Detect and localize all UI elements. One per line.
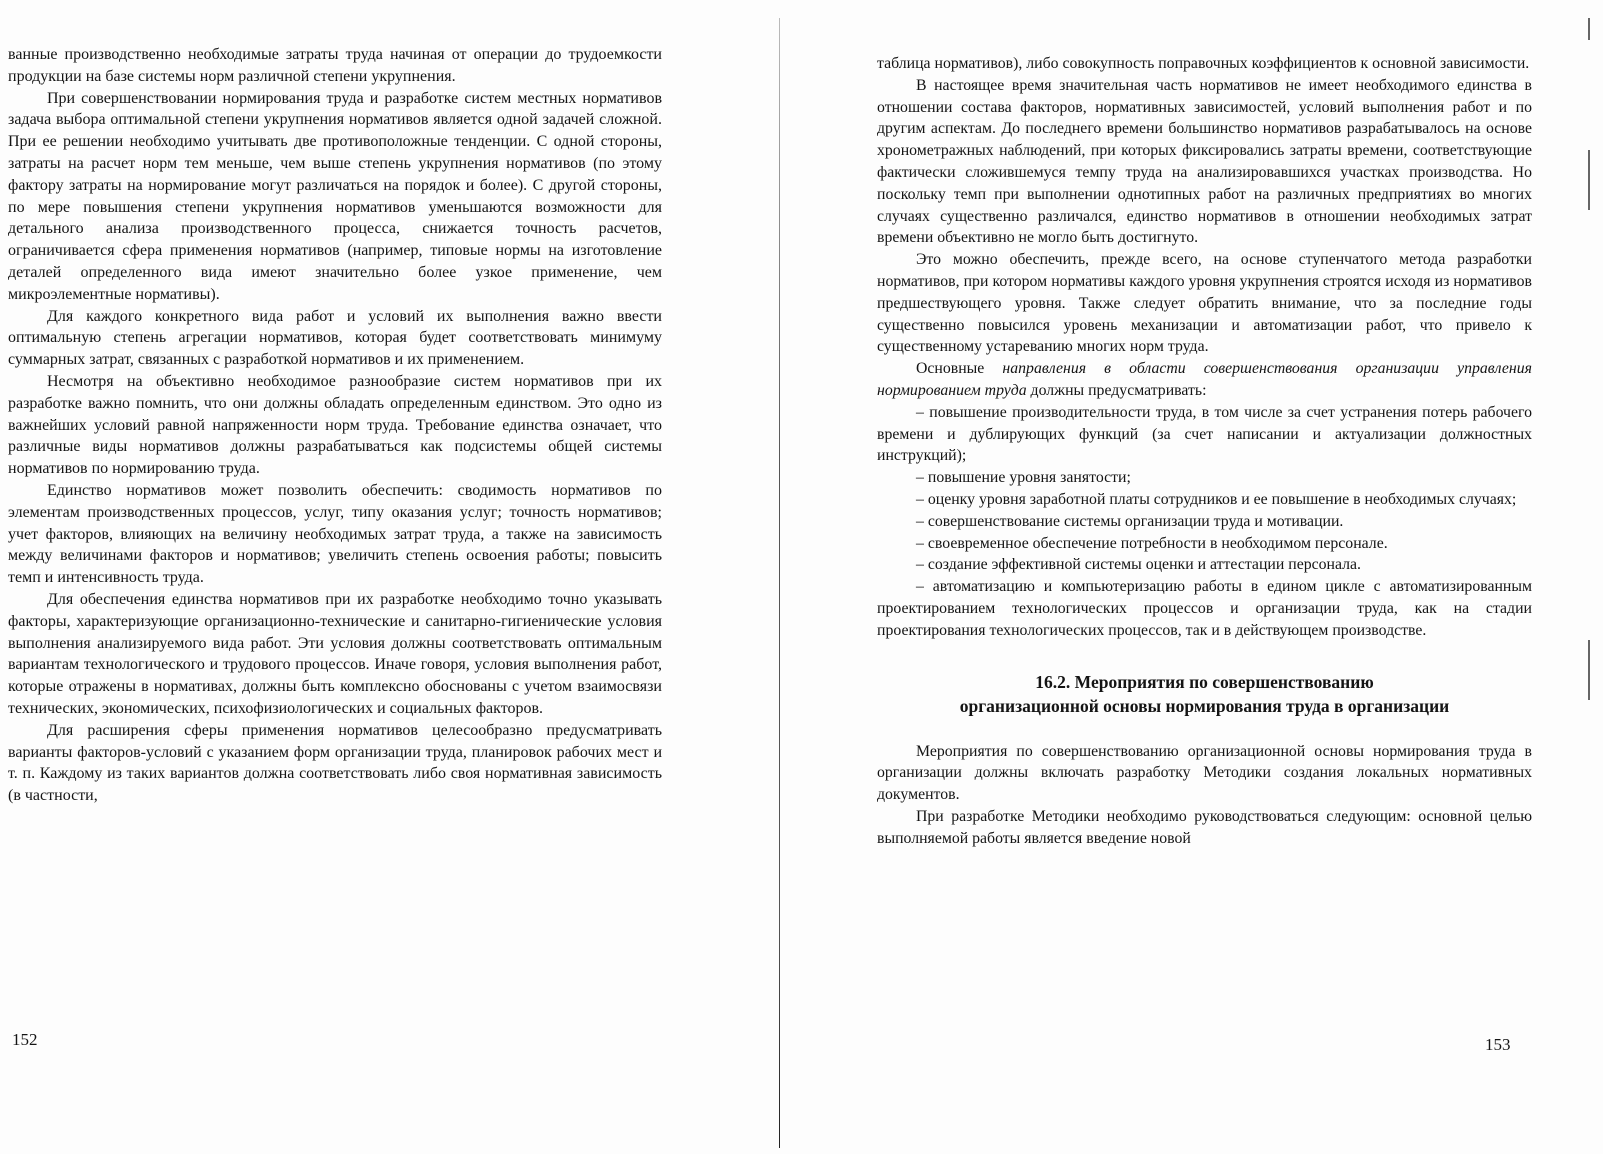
section-heading-line: организационной основы нормирования труда в организации (959, 695, 1450, 716)
list-item: – оценку уровня заработной платы сотрудников и ее повышение в необходимых случаях; (877, 489, 1532, 511)
right-text-column (877, 53, 1532, 850)
paragraph: таблица нормативов), либо совокупность поправочных коэффициентов к основной зависимости. (877, 55, 1530, 72)
scan-edge-mark (1588, 150, 1590, 210)
intro-prefix: Основные (916, 360, 1003, 378)
paragraph: При разработке Методики необходимо руководствоваться следующим: основной целью выполняемой работы является введение новой (877, 807, 1532, 847)
list-item: – своевременное обеспечение потребности в необходимом персонале. (877, 533, 1532, 555)
list-item: – автоматизацию и компьютеризацию работы в едином цикле с автоматизированным проектированием технологических процессов и организации труда, как на стадии проектирования технологических процессов, так и в действующем производстве. (877, 576, 1532, 641)
list-item: – повышение производительности труда, в том числе за счет устранения потерь рабочего времени и дублирующих функций (за счет написании и актуализации должностных инструкций); (877, 402, 1532, 467)
directions-list (877, 402, 1532, 642)
paragraph: В настоящее время значительная часть нормативов не имеет необходимого единства в отношении состава факторов, нормативных зависимостей, условий выполнения работ и по другим аспектам. До последнего времени большинство нормативов разрабатывалось на основе хронометражных наблюдений, при которых фиксировались затраты времени, соответствующие фактически сложившемуся темпу труда на анализировавшихся участках производства. Но поскольку темп при выполнении однотипных работ на различных предприятиях во многих случаях существенно различался, единство нормативов в отношении необходимых затрат времени объективно не могло быть достигнуто. (877, 76, 1532, 247)
list-item: – повышение уровня занятости; (877, 467, 1532, 489)
scan-edge-mark (1588, 18, 1590, 40)
left-text-column (8, 44, 662, 807)
paragraph: При совершенствовании нормирования труда и разработке систем местных нормативов задача выбора оптимальной степени укрупнения нормативов является одной задачей сложной. При ее решении необходимо учитывать две противоположные тенденции. С одной стороны, затраты на расчет норм тем меньше, чем выше степень укрупнения нормативов (по этому фактору затраты на нормирование могут различаться на порядок и более). С другой стороны, по мере повышения степени укрупнения нормативов уменьшаются возможности для детального анализа производственного процесса, снижается точность расчетов, ограничивается сфера применения нормативов (например, типовые нормы на изготовление деталей определенного вида имеют значительно более узкое применение, чем микроэлементные нормативы). (8, 89, 662, 303)
list-item: – создание эффективной системы оценки и аттестации персонала. (877, 554, 1532, 576)
paragraph: Несмотря на объективно необходимое разнообразие систем нормативов при их разработке важно помнить, что они должны обладать определенным единством. Это одно из важнейших условий равной напряженности норм труда. Требование единства означает, что различные виды нормативов должны разрабатываться как подсистемы общей системы нормативов по нормированию труда. (8, 372, 662, 478)
intro-suffix: должны предусматривать: (1026, 381, 1207, 399)
paragraph: Для каждого конкретного вида работ и условий их выполнения важно ввести оптимальную степень агрегации нормативов, которая будет соответствовать минимуму суммарных затрат, связанных с разработкой нормативов и их применением. (8, 307, 662, 369)
paragraph: Это можно обеспечить, прежде всего, на основе ступенчатого метода разработки нормативов, при котором нормативы каждого уровня укрупнения строятся исходя из нормативов предшествующего уровня. Также следует обратить внимание, что за последние годы существенно повысился уровень механизации и автоматизации работ, что привело к существенному устареванию многих норм труда. (877, 251, 1532, 356)
section-heading (877, 670, 1532, 718)
section-heading-line: 16.2. Мероприятия по совершенствованию (1035, 671, 1374, 692)
list-item: – совершенствование системы организации труда и мотивации. (877, 511, 1532, 533)
paragraph: Единство нормативов может позволить обеспечить: сводимость нормативов по элементам производственных процессов, услуг, типу оказания услуг; точность нормативов; учет факторов, влияющих на величину необходимых затрат труда, а также на зависимость между величинами факторов и нормативов; увеличить степень освоения работы; повысить темп и интенсивность труда. (8, 481, 662, 587)
paragraph: ванные производственно необходимые затраты труда начиная от операции до трудоемкости продукции на базе системы норм различной степени укрупнения. (8, 46, 662, 85)
paragraph: Для обеспечения единства нормативов при их разработке необходимо точно указывать факторы, характеризующие организационно-технические и санитарно-гигиенические условия выполнения анализируемого вида работ. Эти условия должны соответствовать оптимальным вариантам технологического и трудового процессов. Иначе говоря, условия выполнения работ, которые отражены в нормативах, должны быть комплексно обоснованы с учетом взаимосвязи технических, экономических, психофизиологических и социальных факторов. (8, 590, 662, 717)
paragraph: Для расширения сферы применения нормативов целесообразно предусматривать варианты факторов-условий с указанием форм организации труда, планировок рабочих мест и т. п. Каждому из таких вариантов должна соответствовать либо своя нормативная зависимость (в частности, (8, 721, 662, 805)
page-number: 152 (12, 1030, 38, 1049)
page-152 (0, 0, 780, 1154)
intro-italic-phrase: направления в области совершенствования организации управления нормированием труда (877, 360, 1532, 399)
scan-edge-mark (1588, 640, 1590, 700)
directions-intro (877, 358, 1532, 402)
page-153 (783, 0, 1603, 1154)
page-number: 153 (1485, 1035, 1511, 1054)
page-gutter (779, 18, 780, 1148)
paragraph: Мероприятия по совершенствованию организационной основы нормирования труда в организации должны включать разработку Методики создания локальных нормативных документов. (877, 742, 1532, 804)
